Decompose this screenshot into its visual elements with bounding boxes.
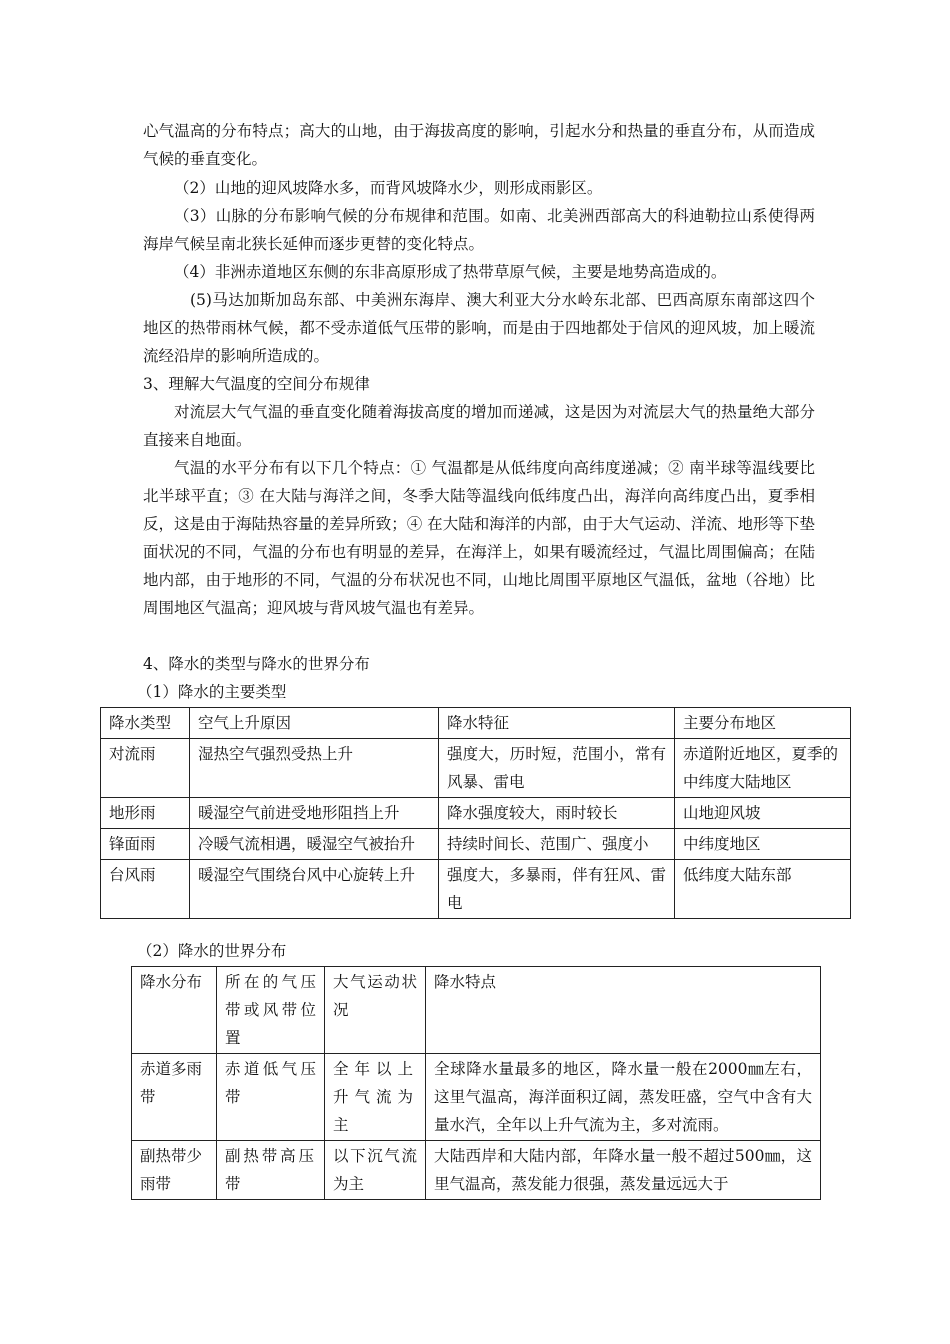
paragraph-temperature-horizontal: 气温的水平分布有以下几个特点：① 气温都是从低纬度向高纬度递减；② 南半球等温线要比北半球平直；③ 在大陆与海洋之间，冬季大陆等温线向低纬度凸出，海洋向高纬度凸出，夏季相反，这是由于海陆热容量的差异所致；④ 在大陆和海洋的内部，由于大气运动、洋流、地形等下垫面状况的不同，气温的分布也有明显的差异，在海洋上，如果有暖流经过，气温比周围偏高；在陆地内部，由于地形的不同，气温的分布状况也不同，山地比周围平原地区气温低，盆地（谷地）比周围地区气温高；迎风坡与背风坡气温也有差异。: [143, 459, 815, 617]
table-cell: 台风雨: [101, 860, 190, 919]
table-cell: 山地迎风坡: [675, 798, 851, 829]
table-cell: 降水强度较大，雨时较长: [439, 798, 675, 829]
table-header-cell: 大气运动状况: [325, 967, 426, 1054]
table-row: [101, 860, 851, 919]
table-header-cell: 降水类型: [101, 708, 190, 739]
table-header-cell: 降水特征: [439, 708, 675, 739]
paragraph-point-4: （4）非洲赤道地区东侧的东非高原形成了热带草原气候，主要是地势高造成的。: [174, 263, 727, 281]
table-header-cell: 降水分布: [132, 967, 217, 1054]
table-cell: 强度大，历时短，范围小，常有风暴、雷电: [439, 739, 675, 798]
table-cell: 副热带高压带: [217, 1141, 325, 1200]
table-cell: 赤道多雨带: [132, 1054, 217, 1141]
table-row: [101, 739, 851, 798]
table-cell: 对流雨: [101, 739, 190, 798]
table-cell: 湿热空气强烈受热上升: [190, 739, 439, 798]
table-cell: 副热带少雨带: [132, 1141, 217, 1200]
table-header-row: [101, 708, 851, 739]
table-header-cell: 降水特点: [426, 967, 821, 1054]
section-heading-3: 3、理解大气温度的空间分布规律: [143, 375, 370, 393]
table-header-cell: 空气上升原因: [190, 708, 439, 739]
table-cell: 锋面雨: [101, 829, 190, 860]
precipitation-types-table: [100, 707, 851, 919]
paragraph-point-5: (5)马达加斯加岛东部、中美洲东海岸、澳大利亚大分水岭东北部、巴西高原东南部这四个地区的热带雨林气候，都不受赤道低气压带的影响，而是由于四地都处于信风的迎风坡，加上暖流流经沿岸的影响所造成的。: [143, 291, 815, 365]
table-cell: 持续时间长、范围广、强度小: [439, 829, 675, 860]
subheading-precipitation-types: （1）降水的主要类型: [137, 683, 287, 701]
paragraph-temperature-vertical: 对流层大气气温的垂直变化随着海拔高度的增加而递减，这是因为对流层大气的热量绝大部分直接来自地面。: [143, 403, 815, 449]
table-cell: 地形雨: [101, 798, 190, 829]
table-cell: 暖湿空气前进受地形阻挡上升: [190, 798, 439, 829]
paragraph-point-2: （2）山地的迎风坡降水多，而背风坡降水少，则形成雨影区。: [174, 179, 603, 197]
table-header-row: [132, 967, 821, 1054]
table-cell: 暖湿空气围绕台风中心旋转上升: [190, 860, 439, 919]
table-header-cell: 主要分布地区: [675, 708, 851, 739]
table-row: [101, 829, 851, 860]
paragraph-point-3: （3）山脉的分布影响气候的分布规律和范围。如南、北美洲西部高大的科迪勒拉山系使得两海岸气候呈南北狭长延伸而逐步更替的变化特点。: [143, 207, 815, 253]
table-cell: 全年以上升气流为主: [325, 1054, 426, 1141]
table-cell: 冷暖气流相遇，暖湿空气被抬升: [190, 829, 439, 860]
table-row: [101, 798, 851, 829]
precipitation-distribution-table: [131, 966, 821, 1200]
table-cell: 赤道附近地区，夏季的中纬度大陆地区: [675, 739, 851, 798]
section-heading-4: 4、降水的类型与降水的世界分布: [143, 655, 370, 673]
subheading-world-distribution: （2）降水的世界分布: [137, 942, 287, 960]
table-cell: 全球降水量最多的地区，降水量一般在2000㎜左右，这里气温高，海洋面积辽阔，蒸发旺盛，空气中含有大量水汽，全年以上升气流为主，多对流雨。: [426, 1054, 821, 1141]
table-cell: 低纬度大陆东部: [675, 860, 851, 919]
table-cell: 大陆西岸和大陆内部，年降水量一般不超过500㎜，这里气温高，蒸发能力很强，蒸发量远远大于: [426, 1141, 821, 1200]
table-cell: 赤道低气压带: [217, 1054, 325, 1141]
table-cell: 以下沉气流为主: [325, 1141, 426, 1200]
table-row: [132, 1141, 821, 1200]
table-cell: 强度大，多暴雨，伴有狂风、雷电: [439, 860, 675, 919]
table-header-cell: 所在的气压带或风带位置: [217, 967, 325, 1054]
table-cell: 中纬度地区: [675, 829, 851, 860]
paragraph-climate-vertical: 心气温高的分布特点；高大的山地，由于海拔高度的影响，引起水分和热量的垂直分布，从而造成气候的垂直变化。: [143, 122, 815, 168]
table-row: [132, 1054, 821, 1141]
